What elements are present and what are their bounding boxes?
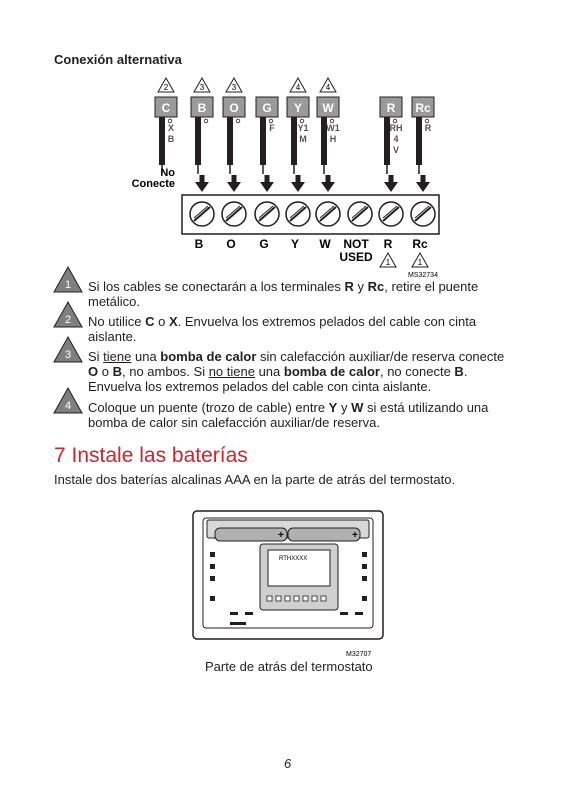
wire-label: W [322, 101, 334, 115]
screw-icon [379, 202, 403, 226]
down-arrow-icon [227, 175, 241, 192]
down-arrow-icon [384, 175, 398, 192]
wire-label: Rc [415, 101, 431, 115]
wire-body [260, 117, 266, 165]
terminal-label: Y [290, 237, 300, 251]
note-text-4: Coloque un puente (trozo de cable) entre Y y W si está utilizando una bomba de calor sin calefacción auxiliar/de reserva. [88, 400, 489, 430]
note-text-2: No utilice C o X. Envuelva los extremos pelados del cable con cinta aislante. [88, 314, 477, 344]
wire-label: Y [293, 101, 303, 115]
screw-icon [411, 202, 435, 226]
screw-icon [222, 202, 246, 226]
note-number: 2 [163, 83, 169, 92]
note-icon-4 [53, 387, 83, 414]
screw-icon [286, 202, 310, 226]
terminal-label: G [259, 237, 269, 251]
note-icon-3 [53, 336, 83, 363]
down-arrow-icon [291, 175, 305, 192]
svg-text:+: + [278, 530, 284, 541]
note-number: 3 [199, 83, 205, 92]
note-icon-1 [53, 266, 83, 293]
svg-text:3: 3 [64, 349, 72, 361]
wire-sublabel: M [299, 134, 307, 144]
svg-text:1: 1 [64, 279, 72, 291]
note-text-1: Si los cables se conectarán a los terminales R y Rc, retire el puente metálico. [88, 279, 479, 309]
figure-code: MS32734 [408, 272, 438, 279]
terminal-label: Rc [412, 237, 428, 251]
figure-caption: Parte de atrás del termostato [205, 659, 373, 674]
down-arrow-icon [321, 175, 335, 192]
svg-text:1: 1 [385, 258, 391, 267]
section7-title: 7 Instale las baterías [54, 444, 248, 467]
wire-sublabel: F [269, 123, 275, 133]
wire-body [227, 117, 233, 165]
note-icon-2 [53, 301, 83, 328]
wire-sublabel: Y1 [297, 123, 309, 133]
device-label: RTHXXXX [279, 556, 308, 562]
no-conecte-line1: No [160, 167, 175, 179]
wire-body [416, 117, 422, 165]
svg-text:2: 2 [64, 314, 72, 326]
wire-marker [204, 119, 208, 123]
terminal-label: R [383, 237, 393, 251]
no-conecte-line2: Conecte [131, 178, 175, 190]
wire-label: O [229, 101, 239, 115]
screw-icon [255, 202, 279, 226]
wire-r [380, 97, 403, 174]
down-arrow-icon [195, 175, 209, 192]
screw-icon [316, 202, 340, 226]
note-number: 4 [325, 83, 331, 92]
wire-body [291, 117, 297, 165]
wire-marker [236, 119, 240, 123]
wire-rc [412, 97, 434, 174]
wire-sublabel: 4 [393, 134, 399, 144]
terminal-label: NOT [343, 237, 369, 251]
wire-sublabel: W1 [326, 123, 340, 133]
note-triangle-1 [380, 253, 396, 267]
wire-label: B [197, 101, 207, 115]
terminal-label: O [226, 237, 236, 251]
arrow-group [195, 175, 430, 192]
terminal-label: USED [339, 250, 373, 264]
down-arrow-icon [416, 175, 430, 192]
wire-label: G [262, 101, 272, 115]
terminal-label: W [319, 237, 331, 251]
wire-sublabel: R [424, 123, 432, 133]
section7-body: Instale dos baterías alcalinas AAA en la parte de atrás del termostato. [54, 472, 456, 487]
down-arrow-icon [260, 175, 274, 192]
page-number: 6 [284, 756, 292, 771]
wire-label: C [161, 101, 171, 115]
screw-icon [348, 202, 372, 226]
wire-c [155, 78, 177, 174]
note-text-3: Si tiene una bomba de calor sin calefacción auxiliar/de reserva conecte O o B, no ambos. Si no tiene una bomba de calor, no conecte B. Envuelva los extremos pelados del cable con cinta aislante. [88, 349, 505, 394]
wire-sublabel: B [167, 134, 175, 144]
note-triangle-1 [412, 253, 428, 267]
device-figure-code: M32707 [346, 651, 372, 658]
wire-body [159, 117, 165, 165]
note-number: 4 [295, 83, 301, 92]
wire-w [317, 78, 340, 174]
terminal-label: B [194, 237, 204, 251]
wire-o [223, 78, 245, 174]
wire-y [287, 78, 309, 174]
svg-text:1: 1 [417, 258, 423, 267]
thermostat-back-illustration [190, 508, 390, 658]
wire-sublabel: X [167, 123, 175, 133]
wiring-diagram [0, 0, 577, 290]
note-number: 3 [231, 83, 237, 92]
wire-sublabel: V [392, 145, 400, 155]
wire-body [195, 117, 201, 165]
wire-sublabel: RH [389, 123, 403, 133]
svg-text:4: 4 [64, 400, 72, 412]
svg-text:+: + [352, 530, 358, 541]
section-heading: Conexión alternativa [54, 52, 182, 67]
wire-group [155, 78, 434, 174]
wire-b [191, 78, 213, 174]
wire-sublabel: H [329, 134, 337, 144]
wire-g [256, 97, 278, 174]
screw-icon [190, 202, 214, 226]
terminal-labels [195, 237, 428, 267]
wire-label: R [386, 101, 396, 115]
